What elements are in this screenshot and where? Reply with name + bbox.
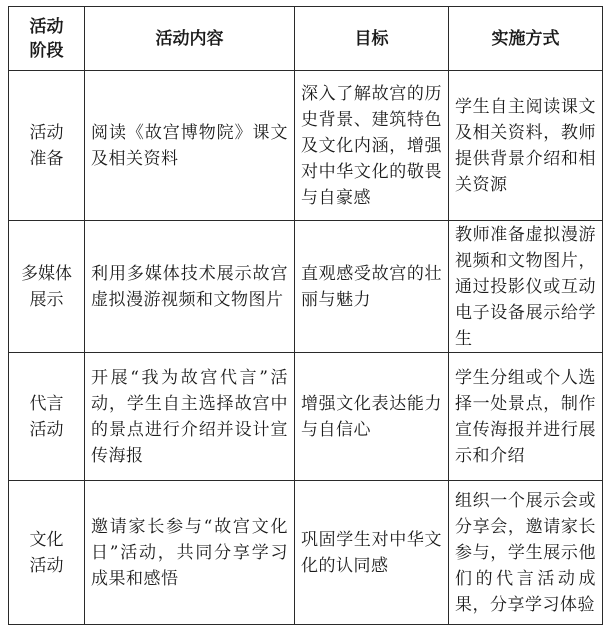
stage-line2: 展示 xyxy=(29,289,64,310)
stage-line1: 活动 xyxy=(29,122,64,143)
stage-cell xyxy=(9,71,85,221)
header-stage-line1: 活动 xyxy=(29,16,64,37)
content-cell: 利用多媒体技术展示故宫虚拟漫游视频和文物图片 xyxy=(85,221,295,353)
method-cell: 学生自主阅读课文及相关资料，教师提供背景介绍和相关资源 xyxy=(449,71,603,221)
goal-cell: 深入了解故宫的历史背景、建筑特色及文化内涵，增强对中华文化的敬畏与自豪感 xyxy=(295,71,449,221)
goal-cell: 直观感受故宫的壮丽与魅力 xyxy=(295,221,449,353)
header-goal: 目标 xyxy=(295,7,449,71)
table-row xyxy=(9,353,603,481)
header-method: 实施方式 xyxy=(449,7,603,71)
stage-cell xyxy=(9,481,85,625)
stage-line1: 代言 xyxy=(29,393,64,414)
stage-line1: 文化 xyxy=(29,529,64,550)
content-cell: 开展“我为故宫代言”活动，学生自主选择故宫中的景点进行介绍并设计宣传海报 xyxy=(85,353,295,481)
header-stage xyxy=(9,7,85,71)
method-cell: 学生分组或个人选择一处景点，制作宣传海报并进行展示和介绍 xyxy=(449,353,603,481)
stage-cell xyxy=(9,221,85,353)
table-header-row xyxy=(9,7,603,71)
method-cell: 教师准备虚拟漫游视频和文物图片，通过投影仪或互动电子设备展示给学生 xyxy=(449,221,603,353)
content-cell: 阅读《故宫博物院》课文及相关资料 xyxy=(85,71,295,221)
table-row xyxy=(9,481,603,625)
header-stage-line2: 阶段 xyxy=(29,40,64,61)
goal-cell: 增强文化表达能力与自信心 xyxy=(295,353,449,481)
stage-line1: 多媒体 xyxy=(21,263,72,284)
goal-cell: 巩固学生对中华文化的认同感 xyxy=(295,481,449,625)
stage-line2: 活动 xyxy=(29,555,64,576)
stage-cell xyxy=(9,353,85,481)
stage-line2: 活动 xyxy=(29,419,64,440)
activity-plan-table xyxy=(8,6,603,625)
table-row xyxy=(9,71,603,221)
table-row xyxy=(9,221,603,353)
method-cell: 组织一个展示会或分享会，邀请家长参与，学生展示他们的代言活动成果，分享学习体验 xyxy=(449,481,603,625)
header-content: 活动内容 xyxy=(85,7,295,71)
content-cell: 邀请家长参与“故宫文化日”活动，共同分享学习成果和感悟 xyxy=(85,481,295,625)
stage-line2: 准备 xyxy=(29,148,64,169)
